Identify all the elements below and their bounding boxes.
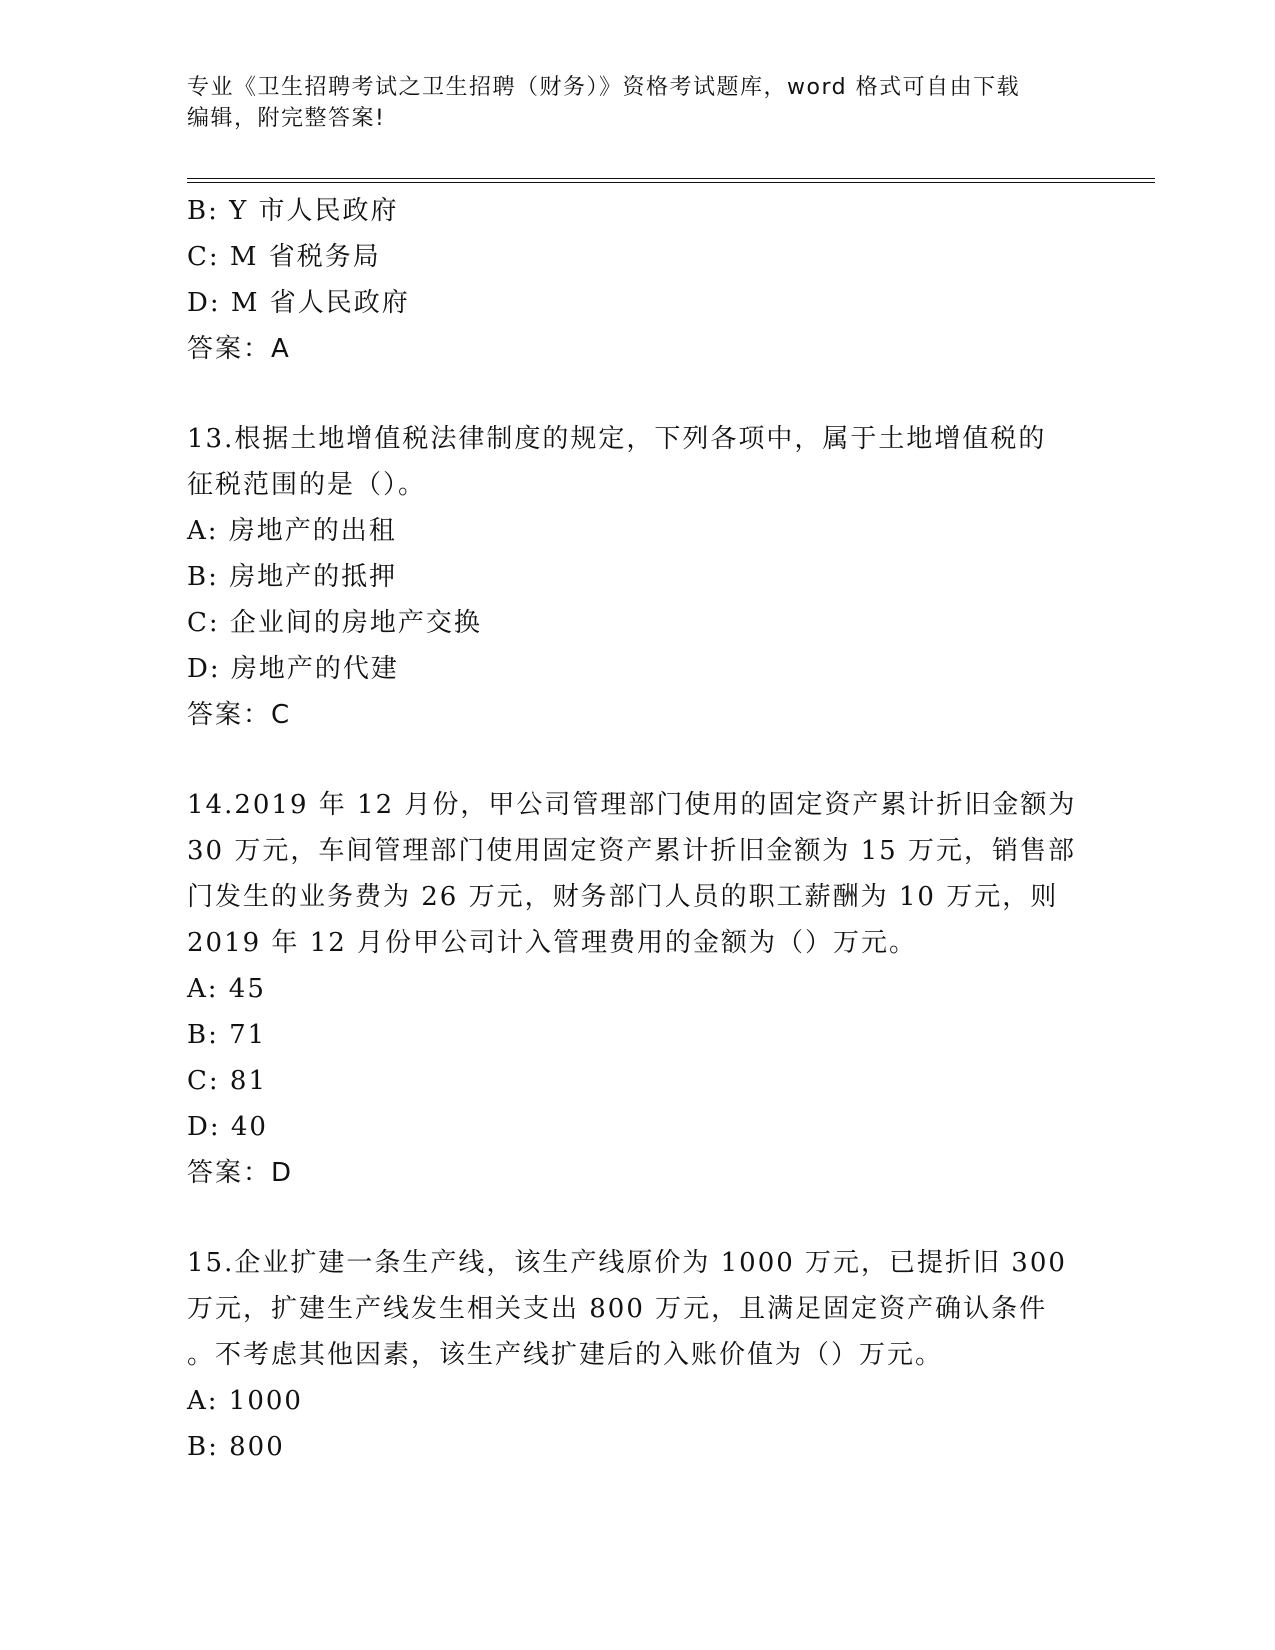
question-text-line: 30 万元，车间管理部门使用固定资产累计折旧金额为 15 万元，销售部: [187, 836, 1076, 866]
question-13: [187, 416, 1087, 738]
option-b: B: 71: [187, 1020, 267, 1050]
question-text-line: 。不考虑其他因素，该生产线扩建后的入账价值为（）万元。: [187, 1340, 944, 1370]
spacer: [187, 372, 1087, 416]
answer-line: 答案：D: [187, 1158, 294, 1188]
header-divider-bottom: [187, 182, 1155, 183]
question-text-line: 万元，扩建生产线发生相关支出 800 万元，且满足固定资产确认条件: [187, 1294, 1048, 1324]
option-c: C: 81: [187, 1066, 268, 1096]
question-text-line: 门发生的业务费为 26 万元，财务部门人员的职工薪酬为 10 万元，则: [187, 882, 1059, 912]
question-text-line: 2019 年 12 月份甲公司计入管理费用的金额为（）万元。: [187, 928, 918, 958]
option-b: B: 房地产的抵押: [187, 562, 398, 592]
question-content: [187, 188, 1087, 1470]
header-line-1: 专业《卫生招聘考试之卫生招聘（财务）》资格考试题库，word 格式可自由下载: [187, 75, 1021, 100]
question-12-continued: [187, 188, 1087, 372]
header-line-2: 编辑，附完整答案!: [187, 106, 386, 131]
question-text-line: 14.2019 年 12 月份，甲公司管理部门使用的固定资产累计折旧金额为: [187, 790, 1077, 820]
question-15: [187, 1240, 1087, 1470]
option-a: A: 房地产的出租: [187, 516, 397, 546]
option-a: A: 1000: [187, 1386, 303, 1416]
option-c: C: 企业间的房地产交换: [187, 608, 482, 638]
header-divider-top: [187, 178, 1155, 179]
question-text-line: 征税范围的是（）。: [187, 470, 427, 500]
option-b: B: Y 市人民政府: [187, 196, 399, 226]
option-a: A: 45: [187, 974, 266, 1004]
question-text-line: 15.企业扩建一条生产线，该生产线原价为 1000 万元，已提折旧 300: [187, 1248, 1067, 1278]
answer-line: 答案：C: [187, 700, 292, 730]
option-b: B: 800: [187, 1432, 285, 1462]
spacer: [187, 738, 1087, 782]
answer-line: 答案：A: [187, 334, 291, 364]
question-14: [187, 782, 1087, 1196]
document-header: [187, 72, 1067, 134]
option-d: D: 房地产的代建: [187, 654, 399, 684]
option-d: D: 40: [187, 1112, 268, 1142]
option-c: C: M 省税务局: [187, 242, 381, 272]
option-d: D: M 省人民政府: [187, 288, 410, 318]
question-text-line: 13.根据土地增值税法律制度的规定，下列各项中，属于土地增值税的: [187, 424, 1047, 454]
spacer: [187, 1196, 1087, 1240]
